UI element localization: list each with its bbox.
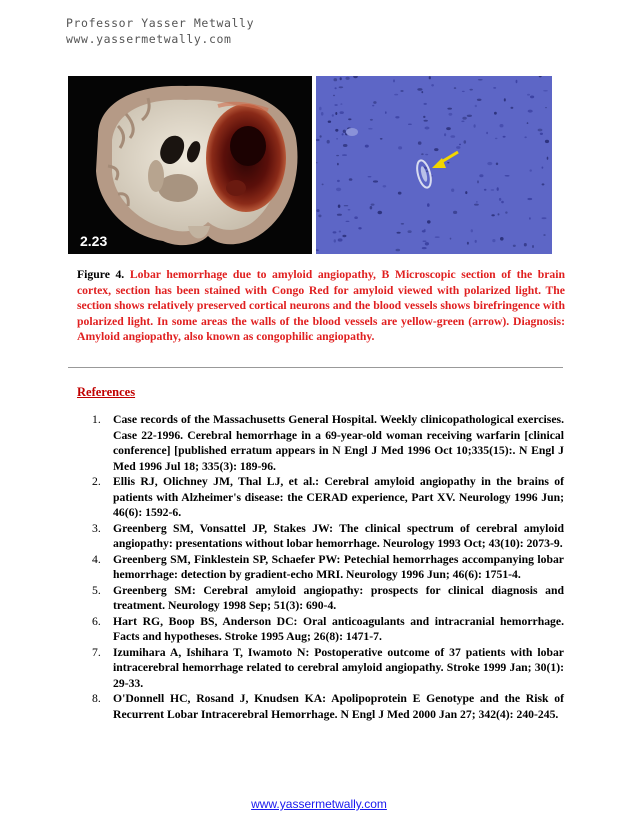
image-label: 2.23: [80, 233, 108, 249]
reference-text: Izumihara A, Ishihara T, Iwamoto N: Postoperative outcome of 37 patients with lobar intracerebral hemorrhage related to cerebral amyloid angiopathy. Stroke 1999 Jan; 30(1): 29-33.: [113, 645, 564, 690]
author-name: Professor Yasser Metwally: [66, 16, 255, 30]
reference-number: 2.: [92, 475, 101, 488]
reference-text: Case records of the Massachusetts General Hospital. Weekly clinicopathological exercises. Case 22-1996. Cerebral hemorrhage in a 69-year-old woman receiving warfarin [clinical conference] [published erratum appears in N Engl J Med 1996 Oct 10;335(15):. N Engl J Med 1996 Jul 18; 335(3): 189-96.: [113, 413, 564, 473]
author-website: www.yassermetwally.com: [66, 32, 232, 46]
figure-label: Figure 4.: [77, 268, 125, 281]
reference-number: 3.: [92, 521, 101, 535]
figure-caption-text: Lobar hemorrhage due to amyloid angiopathy, B Microscopic section of the brain cortex, section has been stained with Congo Red for amyloid viewed with polarized light. The section shows relatively preserved cortical neurons and the blood vessels shows birefringence with polarized light. In some areas the walls of the blood vessels are yellow-green (arrow). Diagnosis: Amyloid angiopathy, also known as congophilic angiopathy.: [77, 268, 565, 343]
section-divider: [68, 367, 563, 368]
reference-item: [92, 583, 564, 614]
microscopic-section-photo: [316, 76, 552, 254]
page-header: [66, 15, 254, 47]
reference-text: O'Donnell HC, Rosand J, Knudsen KA: Apolipoprotein E Genotype and the Risk of Recurrent Lobar Intracerebral Hemorrhage. N Engl J Med 2000 Jan 27; 342(4): 240-245.: [113, 692, 564, 721]
figure-caption: [77, 267, 565, 345]
references-heading: References: [77, 385, 136, 399]
reference-item: [92, 614, 564, 645]
reference-item: [92, 552, 564, 583]
reference-item: [92, 521, 564, 552]
reference-number: 4.: [92, 552, 101, 566]
references-list: [92, 412, 564, 722]
reference-text: Ellis RJ, Olichney JM, Thal LJ, et al.: Cerebral amyloid angiopathy in the brains of patients with Alzheimer's disease: the CERAD experience, Part XV. Neurology 1996 Jun; 46(6): 1592-6.: [113, 475, 564, 519]
microscopic-section-illustration: [316, 76, 552, 254]
reference-item: [92, 412, 564, 474]
reference-text: Hart RG, Boop BS, Anderson DC: Oral anticoagulants and intracranial hemorrhage. Facts and hypotheses. Stroke 1995 Aug; 26(8): 1471-7.: [113, 614, 564, 643]
reference-number: 6.: [92, 614, 101, 628]
reference-text: Greenberg SM: Cerebral amyloid angiopathy: prospects for clinical diagnosis and treatment. Neurology 1998 Sep; 51(3): 690-4.: [113, 583, 564, 612]
reference-text: Greenberg SM, Finklestein SP, Schaefer PW: Petechial hemorrhages accompanying lobar hemorrhage: detection by gradient-echo MRI. Neurology 1996 Jun; 46(6): 1751-4.: [113, 552, 564, 581]
reference-number: 1.: [92, 413, 101, 426]
reference-item: [92, 645, 564, 692]
reference-number: 8.: [92, 692, 101, 705]
reference-number: 7.: [92, 645, 101, 659]
brain-section-illustration: [68, 76, 312, 254]
reference-item: [92, 691, 564, 722]
footer-website-link[interactable]: www.yassermetwally.com: [251, 797, 387, 811]
reference-item: [92, 474, 564, 521]
reference-text: Greenberg SM, Vonsattel JP, Stakes JW: The clinical spectrum of cerebral amyloid angiopathy: presentations without lobar hemorrhage. Neurology 1993 Oct; 43(10): 2073-9.: [113, 521, 564, 550]
brain-section-photo: [68, 76, 312, 254]
reference-number: 5.: [92, 583, 101, 597]
